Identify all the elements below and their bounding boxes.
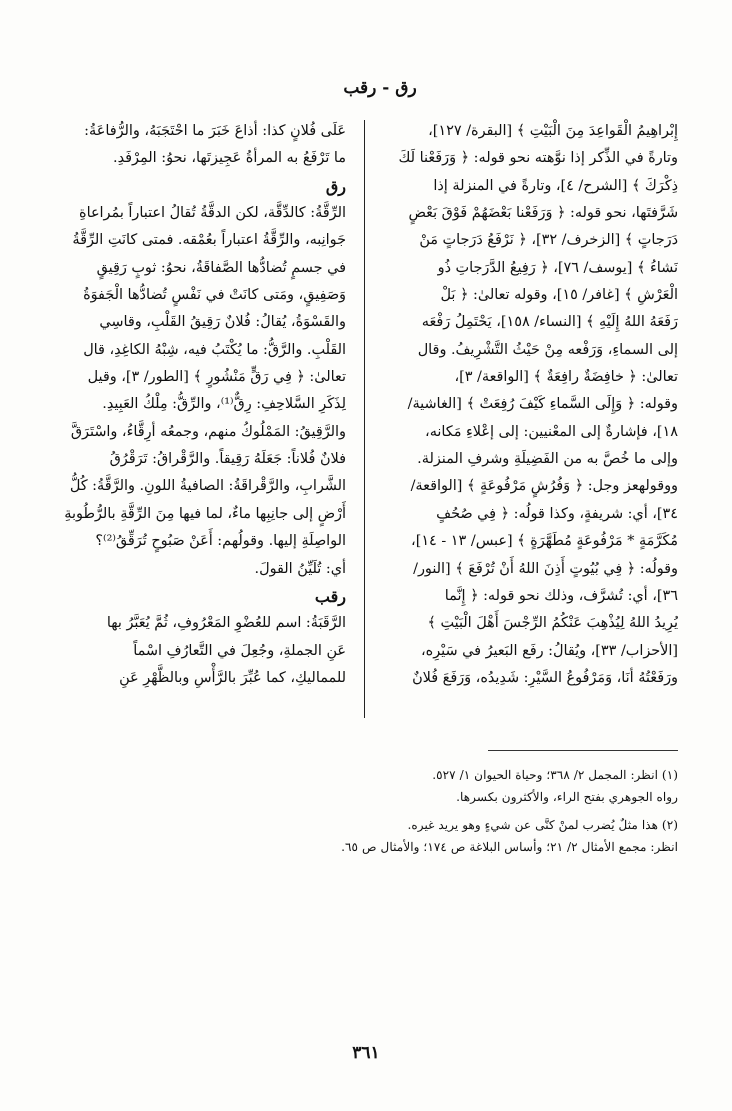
text-line: وتارةً في الذِّكر إذا نوَّهته نحو قوله: ﴿ وَرَفَعْنا لَكَ xyxy=(398,150,678,167)
text-line: عَنِ الجملةِ، وجُعِلَ في التَّعارُفِ اسْماً xyxy=(133,642,346,659)
entry-body-raqq xyxy=(28,200,346,583)
text-line: والرَّقِيقُ: المَمْلُوكُ منهم، وجمعُه أرِقَّاءُ، واسْتَرَقَّ xyxy=(70,423,346,440)
text-line: في جسمٍ تُضادُّها الصَّفاقَةُ، نحوُ: ثوبٍ رَقِيقٍ xyxy=(96,259,346,276)
text-line: الرِّقَّةُ: كالدِّقَّة، لكن الدقَّةُ تُقالُ اعتباراً بمُراعاةِ xyxy=(79,205,346,222)
entry-heading-raqab: رقب xyxy=(314,586,346,606)
footnote-line: انظر: مجمع الأمثال ٢/ ٢١؛ وأساس البلاغة ص ١٧٤؛ والأمثال ص ٦٥. xyxy=(341,840,678,854)
text-line: وَصَفِيقٍ، ومَتى كانَتْ في نَفْسٍ تُضادُّها الْجَفوَةُ xyxy=(83,287,346,304)
text-line: القَلْبِ. والرَّقُّ: ما يُكْتَبُ فيه، شِبْهُ الكاغِدِ، قال xyxy=(83,341,346,358)
text-line: ١٨]، فإشارةٌ إلى المعْنيين: إلى إعْلاءِ مَكانه، xyxy=(425,423,678,440)
left-column xyxy=(28,118,346,718)
column-divider xyxy=(364,120,365,718)
footnote-rule xyxy=(488,750,678,751)
text-line: وقولُه: ﴿ فِي بُيُوتٍ أَذِنَ اللهُ أَنْ تُرْفَعَ ﴾ [النور/ xyxy=(413,560,678,577)
text-line: تعالىٰ: ﴿ فِي رَقٍّ مَنْشُورٍ ﴾ [الطور/ ٣]، وقيل xyxy=(87,369,346,386)
text-line: لِذَكَرِ السَّلاحِفِ: رِقٌّ⁽¹⁾، والرِّقُّ: مِلْكُ العَبِيدِ. xyxy=(102,396,346,413)
text-line: ذِكْرَكَ ﴾ [الشرح/ ٤]، وتارةً في المنزلة إذا xyxy=(433,177,678,194)
text-line: رَفَعَهُ اللهُ إِلَيْهِ ﴾ [النساء/ ١٥٨]، يَحْتَمِلُ رَفْعَه xyxy=(421,314,678,331)
entry-body-raqab xyxy=(28,610,346,692)
text-line: ما تَرْفَعُ به المرأةُ عَجِيزتَها، نحوُ: المِرْفَدِ. xyxy=(113,150,346,167)
text-line: الرَّقَبَةُ: اسم للعُضْوِ المَعْرُوفِ، ثُمَّ يُعَبَّرُ بها xyxy=(106,615,346,632)
text-line: ورَفَعْتُهُ أنَا، وَمَرْفُوعُ السَّيْرِ: شَدِيدُه، وَرَفَعَ فُلانٌ xyxy=(412,669,678,686)
text-line: عَلَى فُلانٍ كذا: أذاعَ خَبَرَ ما احْتَجَبَهُ، والرُّفاعَةُ: xyxy=(84,123,346,139)
text-line: الواصِلَةِ إليها. وقولُهم: أَعَنْ صَبُوحٍ تُرَقِّقُ⁽²⁾؟ xyxy=(95,533,346,550)
text-line: إلى السماءِ، وَرَفْعه مِنْ حَيْثُ التَّشْرِيفُ. وقال xyxy=(417,341,678,358)
entry-heading-raqq: رق xyxy=(325,176,346,196)
text-line: والقَسْوَةُ، يُقالُ: فُلانٌ رَقِيقُ القَلْبِ، وقاسِي xyxy=(99,314,346,331)
footnote-line: رواه الجوهري بفتح الراء، والأكثرون بكسرها. xyxy=(456,790,678,804)
text-line: نَشاءُ ﴾ [يوسف/ ٧٦]، ﴿ رَفِيعُ الدَّرَجاتِ ذُو xyxy=(437,259,678,276)
footnote-line: (١) انظر: المجمل ٢/ ٣٦٨؛ وحياة الحيوان ١/ ٥٢٧. xyxy=(432,768,678,782)
running-head: رق - رقب xyxy=(343,78,417,98)
text-line: دَرَجاتٍ ﴾ [الزخرف/ ٣٢]، ﴿ نَرْفَعُ دَرَجاتٍ مَنْ xyxy=(419,232,678,249)
text-line: تعالىٰ: ﴿ خافِضَةٌ رافِعَةٌ ﴾ [الواقعة/ ٣]، xyxy=(454,369,678,386)
text-line: الْعَرْشِ ﴾ [غافر/ ١٥]، وقوله تعالىٰ: ﴿ بَلْ xyxy=(440,287,678,304)
text-line: أَرْضٍ إلى جانِبِها ماءٌ، لما فيها مِنَ الرِّقَّةِ بالرُّطُوبةِ xyxy=(64,505,346,522)
footnote-line: (٢) هذا مثلٌ يُضرب لمنْ كنَّى عن شيءٍ وهو يريد غيره. xyxy=(407,818,678,832)
left-intro xyxy=(28,118,346,173)
right-column xyxy=(360,118,678,718)
text-line: ٣٦]، أي: تُشرَّف، وذلك نحو قوله: ﴿ إِنَّما xyxy=(444,587,678,604)
text-line: شَرَّفتَها، نحو قوله: ﴿ وَرَفَعْنا بَعْضَهُمْ فَوْقَ بَعْضٍ xyxy=(408,205,678,222)
text-line: وقوله: ﴿ وَإِلَى السَّماءِ كَيْفَ رُفِعَتْ ﴾ [الغاشية/ xyxy=(407,396,678,413)
text-line: إِبْراهِيمُ الْقَواعِدَ مِنَ الْبَيْتِ ﴾ [البقرة/ ١٢٧]، xyxy=(428,123,678,139)
text-line: [الأحزاب/ ٣٣]، ويُقالُ: رفَع البَعيرُ في سَيْرِه، xyxy=(421,642,678,659)
text-line: للمماليكِ، كما عُبِّرَ بالرَّأْسِ وبالظَّهْرِ عَنِ xyxy=(119,669,346,686)
text-line: ووقولهعز وجل: ﴿ وَفُرُشٍ مَرْفُوعَةٍ ﴾ [الواقعة/ xyxy=(410,478,678,495)
text-line: ٣٤]، أي: شريفةٍ، وكذا قولُه: ﴿ فِي صُحُفٍ xyxy=(436,505,678,522)
page-number: ٣٦١ xyxy=(352,1043,380,1063)
text-line: يُرِيدُ اللهُ لِيُذْهِبَ عَنْكُمُ الرِّجْسَ أَهْلَ الْبَيْتِ ﴾ xyxy=(427,615,678,632)
text-line: وإلى ما خُصَّ به من الفَضِيلَةِ وشرفِ المنزلة. xyxy=(417,451,678,468)
text-line: أي: تُلَيِّنُ القولَ. xyxy=(254,560,346,577)
text-line: مُكَرَّمَةٍ * مَرْفُوعَةٍ مُطَهَّرَةٍ ﴾ [عبس/ ١٣ - ١٤]، xyxy=(411,533,678,550)
text-line: الشَّرابِ، والرَّقْراقَةُ: الصافيةُ اللونِ. والرَّقَّةُ: كُلُّ xyxy=(69,478,346,495)
text-line: جَوانِبه، والرِّقَّةُ اعتباراً بعُمْقه. فمتى كانَتِ الرِّقَّةُ xyxy=(72,232,346,249)
footnotes xyxy=(38,764,678,858)
text-line: فلانٌ فُلاناً: جَعَلَهُ رَقِيقاً. والرَّقْراقُ: تَرَقْرُقُ xyxy=(109,451,346,468)
